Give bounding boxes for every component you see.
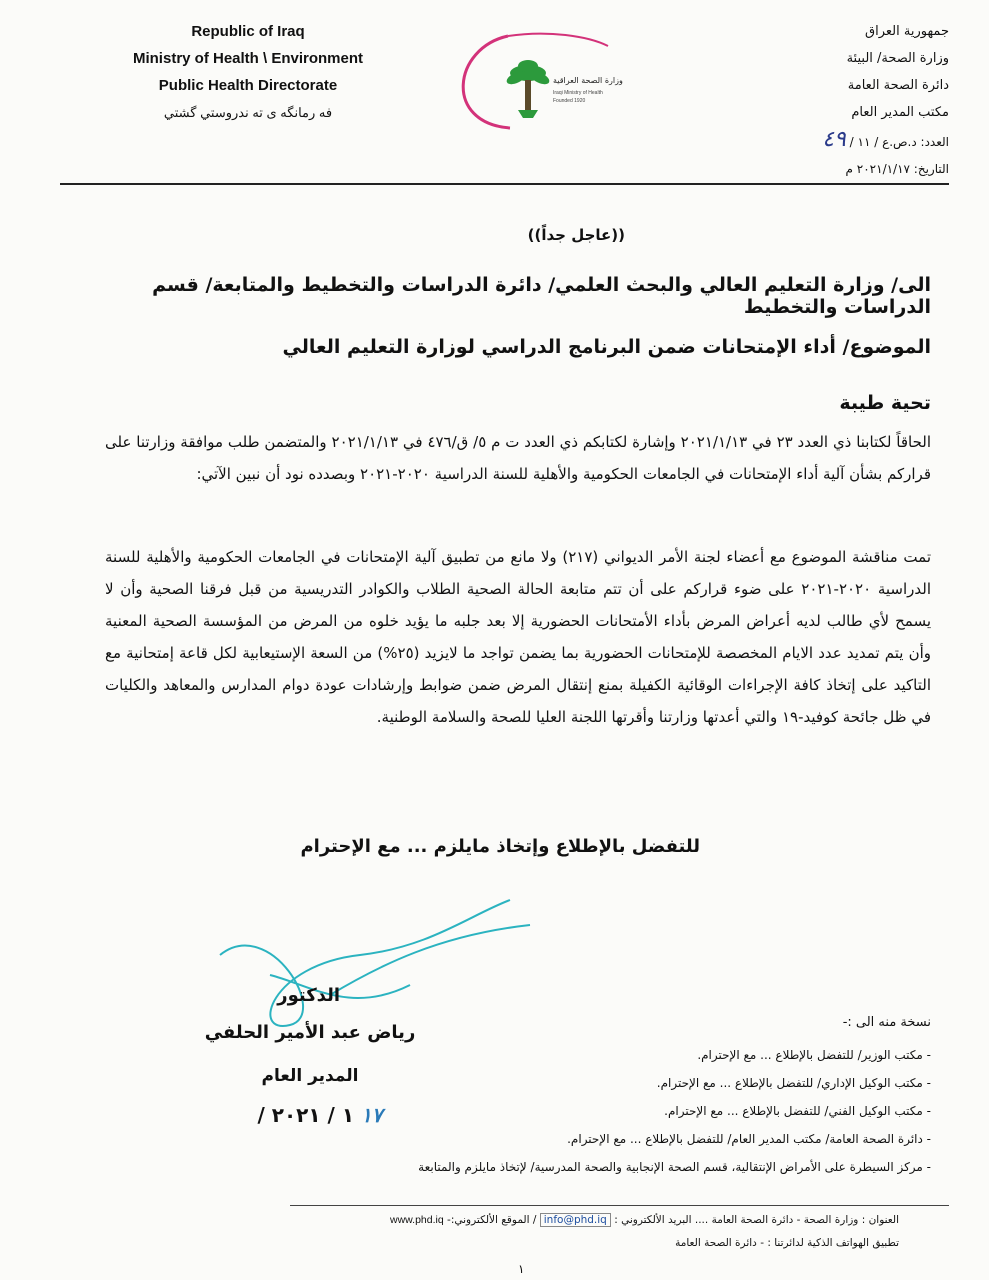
signature-date-rest: ١ / ٢٠٢١ / (257, 1103, 355, 1127)
copies-heading: نسخة منه الى :- (842, 1015, 931, 1030)
ministry-logo (448, 28, 638, 138)
ar-office: مكتب المدير العام (851, 105, 949, 120)
subject: الموضوع/ أداء الإمتحانات ضمن البرنامج الدراسي لوزارة التعليم العالي (282, 336, 931, 358)
english-letterhead (108, 18, 388, 126)
en-ministry: Ministry of Health \ Environment (132, 50, 364, 67)
footer-contact (390, 1214, 899, 1226)
copy-item: - مركز السيطرة على الأمراض الإنتقالية، قسم الصحة الإنجابية والصحة المدرسية/ لإتخاذ مايلزم والمتابعة (418, 1160, 931, 1174)
closing-line: للتفضل بالإطلاع وإتخاذ مايلزم ... مع الإحترام (300, 836, 700, 857)
page-number: ١ (518, 1262, 525, 1276)
copies-list (231, 1041, 931, 1181)
paragraph-1: الحاقاً لكتابنا ذي العدد ٢٣ في ٢٠٢١/١/١٣ وإشارة لكتابكم ذي العدد ت م ٥/ ق/٤٧٦ في ٢٠٢١/١/١٣ والمتضمن طلب موافقة وزارتنا على قراركم بشأن آلية أداء الإمتحانات في الجامعات الحكومية والأهلية للسنة الدراسية ٢٠٢٠-٢٠٢١ وبصدده نود أن نبين الآتي: (105, 433, 932, 483)
copy-item: - مكتب الوزير/ للتفضل بالإطلاع ... مع الإحترام. (697, 1048, 931, 1062)
footer-site-label: / الموقع الألكتروني:- (447, 1214, 537, 1226)
arabic-letterhead (689, 18, 949, 183)
urgent-label: ((عاجل جداً)) (527, 226, 625, 244)
copy-item: - مكتب الوكيل الإداري/ للتفضل بالإطلاع ... مع الإحترام. (656, 1076, 931, 1090)
footer-address: العنوان : وزارة الصحة - دائرة الصحة العامة .... البريد الألكتروني : (614, 1214, 899, 1226)
footer-app: تطبيق الهواتف الذكية لدائرتنا : - دائرة الصحة العامة (675, 1237, 899, 1249)
copy-item: - مكتب الوكيل الفني/ للتفضل بالإطلاع ... مع الإحترام. (664, 1104, 931, 1118)
logo-text-founded: Founded 1920 (553, 98, 586, 104)
paragraph-2: تمت مناقشة الموضوع مع أعضاء لجنة الأمر الديواني (٢١٧) ولا مانع من تطبيق آلية الإمتحانات في الجامعات الحكومية والأهلية للسنة الدراسية ٢٠٢٠-٢٠٢١ على ضوء قراركم على أن تتم متابعة الحالة الصحية الطلاب والكوادر التدريسية من قبل فرقنا الصحية وأن لا يسمح لأي طالب لديه أعراض المرض بأداء الأمتحانات الحضورية إلا بعد جلبه ما يؤيد خلوه من المرض من المؤسسة الصحية المعنية وأن يتم تمديد عدد الايام المخصصة للإمتحانات الحضورية بما يضمن تواجد ما لايزيد (٢٥%) من السعة الإستيعابية لكل قاعة إمتحانية مع التاكيد على إتخاذ كافة الإجراءات الوقائية الكفيلة بمنع إنتقال المرض ضمن ضوابط وإرشادات عودة دوام المدارس والمعاهد والكليات في ظل جائحة كوفيد-١٩ والتي أعدتها وزارتنا وأقرتها اللجنة العليا للصحة والسلامة الوطنية. (105, 548, 931, 726)
ref-number-label: العدد: د.ص.ع / ١١ / (849, 135, 949, 149)
ar-ministry: وزارة الصحة/ البيئة (846, 51, 949, 66)
ar-directorate: دائرة الصحة العامة (847, 78, 949, 93)
footer-website[interactable]: www.phd.iq (389, 1214, 444, 1226)
signature-date-day: ١٧ (361, 1103, 383, 1127)
recipient: الى/ وزارة التعليم العالي والبحث العلمي/ دائرة الدراسات والتخطيط والمتابعة/ قسم الدراسات والتخطيط (152, 274, 931, 318)
footer-email[interactable]: info@phd.iq (540, 1213, 611, 1227)
ref-number-handwritten: ٤٩ (822, 127, 846, 152)
en-directorate: Public Health Directorate (158, 77, 338, 94)
signer-title: الدكتور (277, 985, 340, 1006)
header-divider (60, 183, 949, 185)
ref-number (689, 126, 949, 156)
en-country: Republic of Iraq (191, 23, 305, 40)
copy-item: - دائرة الصحة العامة/ مكتب المدير العام/ للتفضل بالإطلاع ... مع الإحترام. (567, 1132, 931, 1146)
logo-text-en: Iraqi Ministry of Health (553, 90, 603, 96)
ref-date: التاريخ: ٢٠٢١/١/١٧ م (845, 162, 949, 176)
footer-divider (290, 1205, 949, 1206)
signer-role: المدير العام (261, 1066, 359, 1086)
greeting: تحية طيبة (839, 392, 931, 414)
kurdish-directorate: فه رمانگه ی ته ندروستي گشتي (163, 105, 333, 120)
ar-country: جمهورية العراق (865, 24, 949, 39)
signer-name: رياض عبد الأمير الحلفي (204, 1022, 416, 1043)
logo-text-ar: وزارة الصحة العراقية (553, 76, 623, 85)
